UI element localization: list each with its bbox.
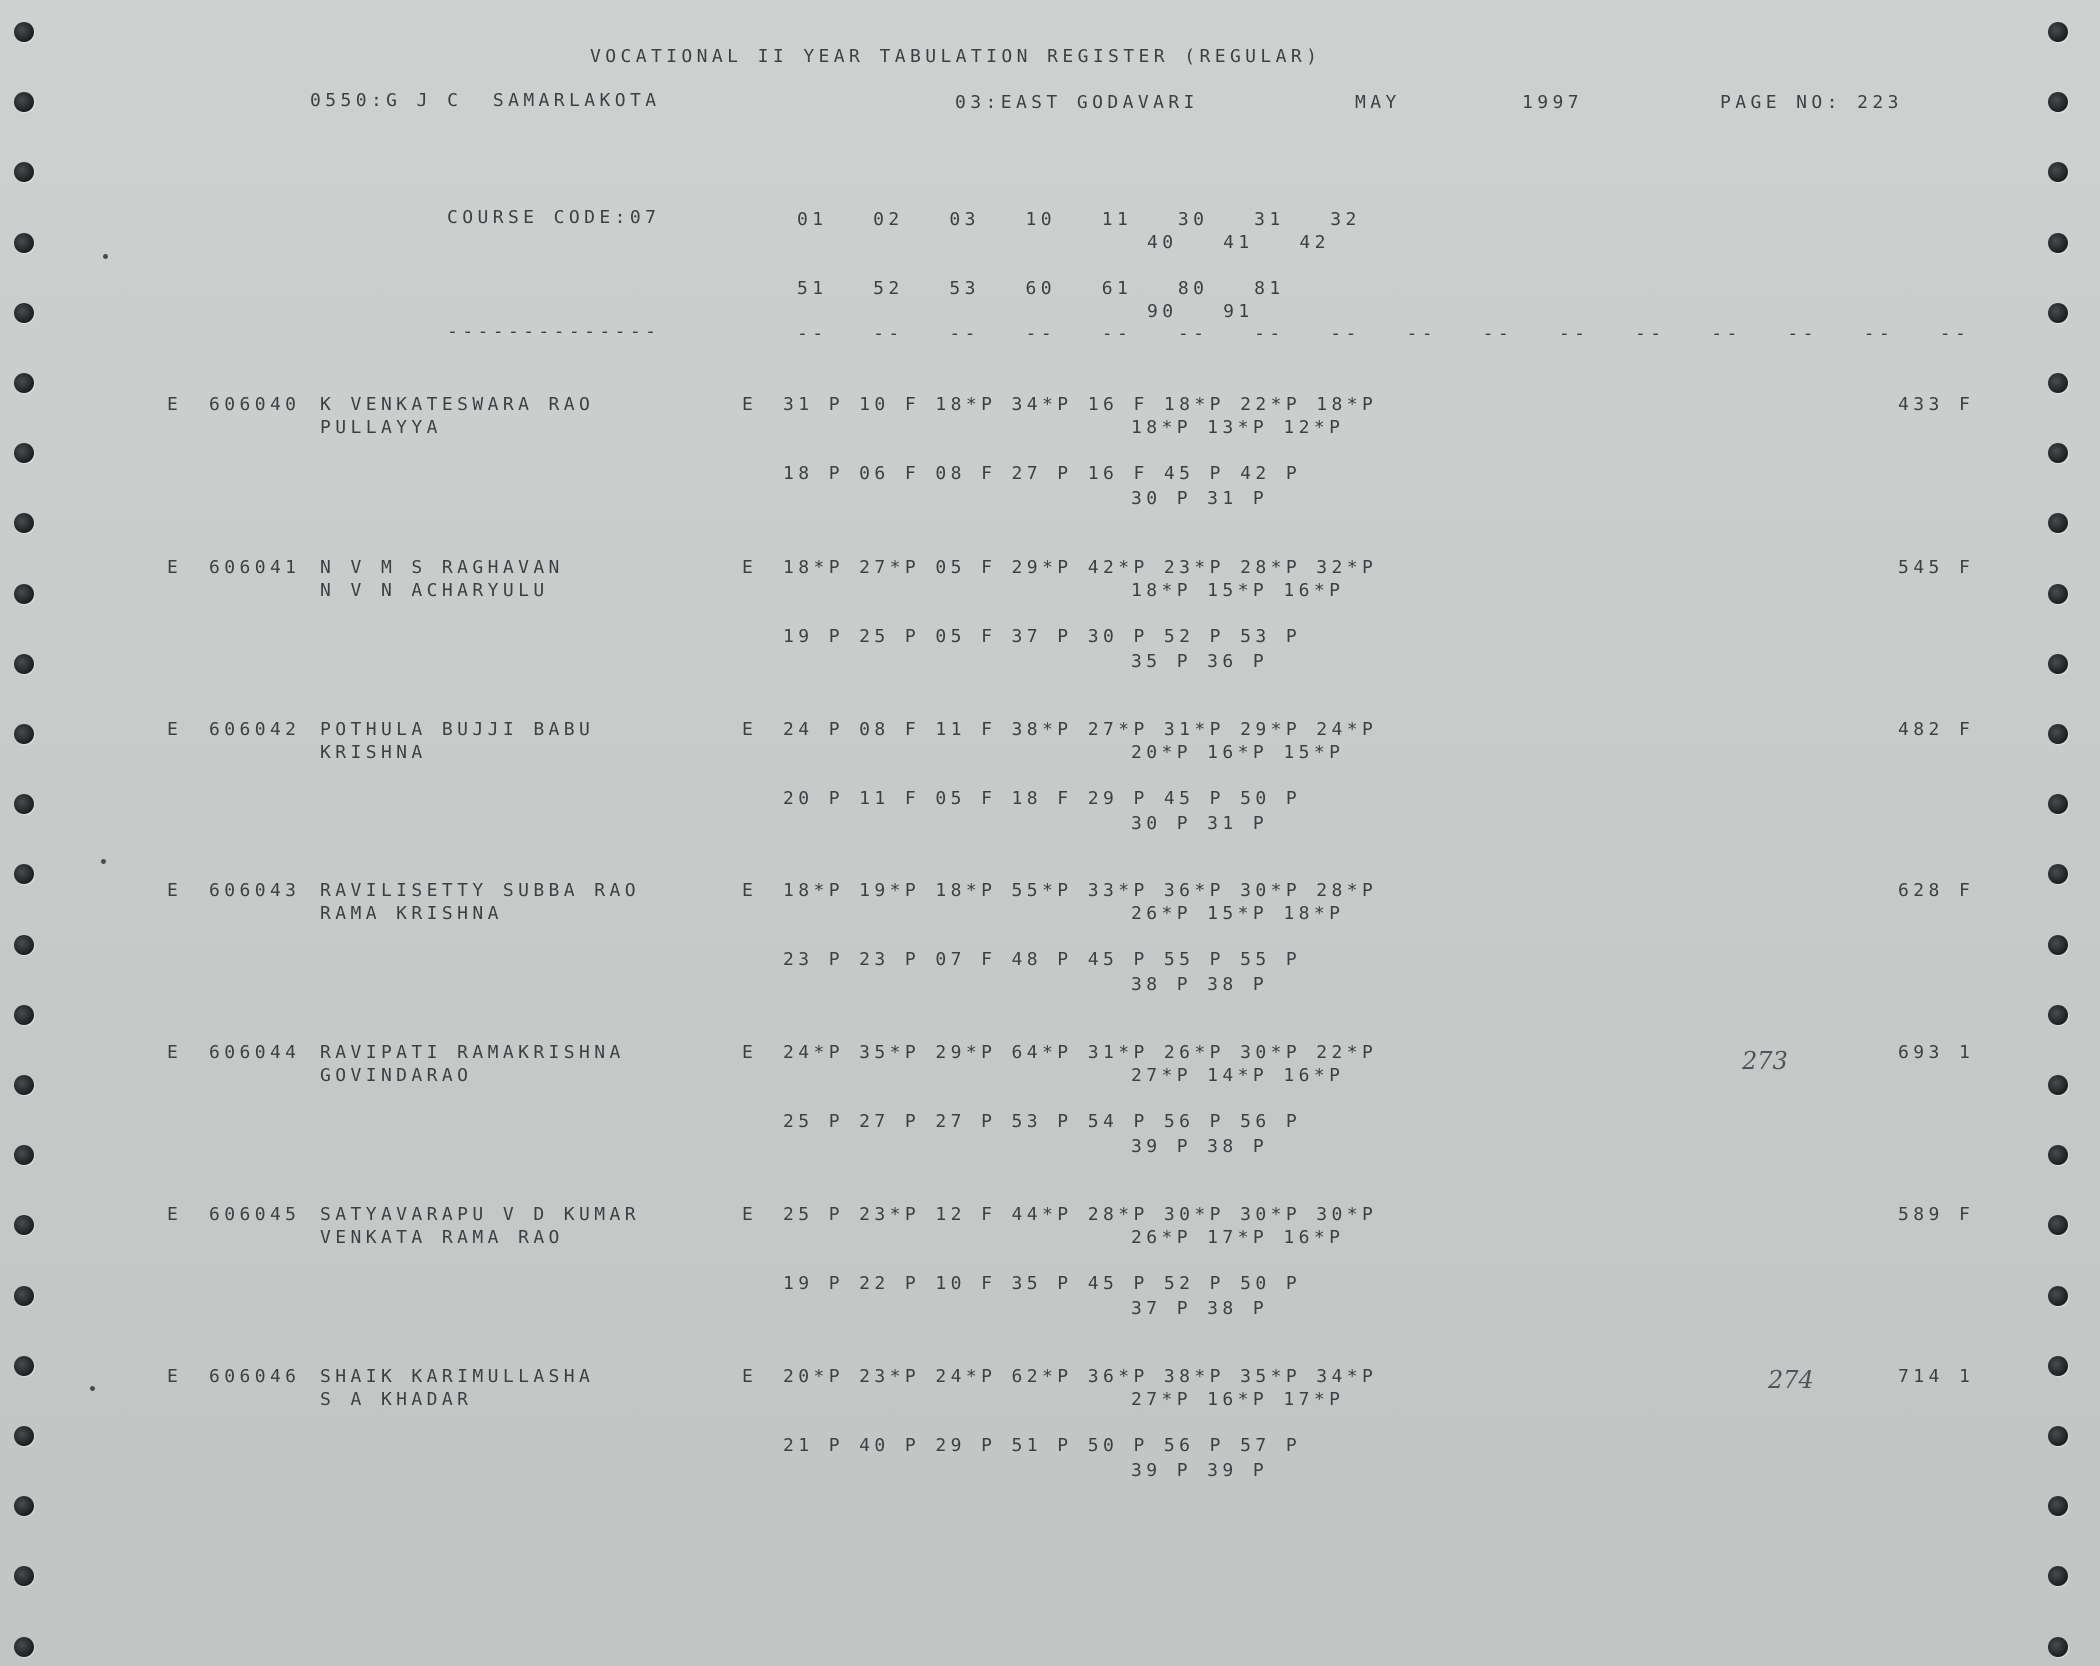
total-marks: 693 1 xyxy=(1898,1042,1975,1063)
part2-marks-line2: 30 P 31 P xyxy=(1131,488,1269,509)
hall-ticket-no: 606044 xyxy=(209,1042,301,1063)
part1-marks-line2: 26*P 15*P 18*P xyxy=(1131,903,1345,924)
total-marks: 628 F xyxy=(1898,880,1975,901)
feed-hole xyxy=(2048,443,2068,463)
feed-hole xyxy=(14,443,34,463)
father-name: RAMA KRISHNA xyxy=(320,903,503,924)
part1-marks-line2: 27*P 16*P 17*P xyxy=(1131,1389,1345,1410)
feed-hole xyxy=(2048,935,2068,955)
part2-marks-line1: 19 P 22 P 10 F 35 P 45 P 52 P 50 P xyxy=(783,1273,1302,1294)
feed-hole xyxy=(2048,92,2068,112)
tractor-feed-holes-left xyxy=(14,0,54,1666)
result-flag: E xyxy=(742,719,758,740)
feed-hole xyxy=(14,1426,34,1446)
exam-type-letter: E xyxy=(167,719,183,740)
part1-marks-line1: 24 P 08 F 11 F 38*P 27*P 31*P 29*P 24*P xyxy=(783,719,1378,740)
feed-hole xyxy=(2048,22,2068,42)
feed-hole xyxy=(2048,1356,2068,1376)
part1-marks-line2: 18*P 15*P 16*P xyxy=(1131,580,1345,601)
part2-marks-line1: 23 P 23 P 07 F 48 P 45 P 55 P 55 P xyxy=(783,949,1302,970)
father-name: N V N ACHARYULU xyxy=(320,580,549,601)
candidate-name: RAVIPATI RAMAKRISHNA xyxy=(320,1042,625,1063)
part2-marks-line1: 25 P 27 P 27 P 53 P 54 P 56 P 56 P xyxy=(783,1111,1302,1132)
exam-type-letter: E xyxy=(167,1204,183,1225)
part1-marks-line1: 31 P 10 F 18*P 34*P 16 F 18*P 22*P 18*P xyxy=(783,394,1378,415)
hall-ticket-no: 606040 xyxy=(209,394,301,415)
college-code: 0550:G J C SAMARLAKOTA xyxy=(310,90,661,111)
feed-hole xyxy=(2048,233,2068,253)
father-name: VENKATA RAMA RAO xyxy=(320,1227,564,1248)
exam-type-letter: E xyxy=(167,880,183,901)
page-number: PAGE NO: 223 xyxy=(1720,92,1903,113)
total-marks: 482 F xyxy=(1898,719,1975,740)
part2-marks-line2: 35 P 36 P xyxy=(1131,651,1269,672)
total-marks: 433 F xyxy=(1898,394,1975,415)
part2-marks-line2: 38 P 38 P xyxy=(1131,974,1269,995)
hall-ticket-no: 606043 xyxy=(209,880,301,901)
feed-hole xyxy=(2048,654,2068,674)
result-flag: E xyxy=(742,557,758,578)
feed-hole xyxy=(14,864,34,884)
candidate-name: N V M S RAGHAVAN xyxy=(320,557,564,578)
feed-hole xyxy=(2048,1075,2068,1095)
total-marks: 545 F xyxy=(1898,557,1975,578)
father-name: PULLAYYA xyxy=(320,417,442,438)
feed-hole xyxy=(2048,1496,2068,1516)
feed-hole xyxy=(2048,864,2068,884)
feed-hole xyxy=(14,654,34,674)
total-marks: 714 1 xyxy=(1898,1366,1975,1387)
hall-ticket-no: 606042 xyxy=(209,719,301,740)
separator-dashes-columns: -- -- -- -- -- -- -- -- -- -- -- -- -- -- -- -- xyxy=(797,323,1971,344)
feed-hole xyxy=(14,1075,34,1095)
candidate-name: RAVILISETTY SUBBA RAO xyxy=(320,880,640,901)
hall-ticket-no: 606041 xyxy=(209,557,301,578)
part2-marks-line1: 20 P 11 F 05 F 18 F 29 P 45 P 50 P xyxy=(783,788,1302,809)
feed-hole xyxy=(14,92,34,112)
feed-hole xyxy=(14,724,34,744)
feed-hole xyxy=(2048,1286,2068,1306)
feed-hole xyxy=(2048,794,2068,814)
subject-codes-row2-second: 90 91 xyxy=(1147,301,1254,322)
ink-speck xyxy=(101,859,106,864)
feed-hole xyxy=(14,22,34,42)
part2-marks-line2: 39 P 39 P xyxy=(1131,1460,1269,1481)
part1-marks-line1: 20*P 23*P 24*P 62*P 36*P 38*P 35*P 34*P xyxy=(783,1366,1378,1387)
father-name: KRISHNA xyxy=(320,742,427,763)
feed-hole xyxy=(2048,1005,2068,1025)
part1-marks-line1: 24*P 35*P 29*P 64*P 31*P 26*P 30*P 22*P xyxy=(783,1042,1378,1063)
part2-marks-line1: 18 P 06 F 08 F 27 P 16 F 45 P 42 P xyxy=(783,463,1302,484)
result-flag: E xyxy=(742,1204,758,1225)
subject-codes-row1-second: 40 41 42 xyxy=(1147,232,1330,253)
part2-marks-line2: 30 P 31 P xyxy=(1131,813,1269,834)
exam-type-letter: E xyxy=(167,1042,183,1063)
exam-type-letter: E xyxy=(167,557,183,578)
result-flag: E xyxy=(742,1366,758,1387)
candidate-name: SATYAVARAPU V D KUMAR xyxy=(320,1204,640,1225)
feed-hole xyxy=(14,1637,34,1657)
feed-hole xyxy=(14,162,34,182)
exam-type-letter: E xyxy=(167,394,183,415)
father-name: GOVINDARAO xyxy=(320,1065,473,1086)
part1-marks-line2: 18*P 13*P 12*P xyxy=(1131,417,1345,438)
feed-hole xyxy=(14,373,34,393)
part1-marks-line1: 18*P 27*P 05 F 29*P 42*P 23*P 28*P 32*P xyxy=(783,557,1378,578)
feed-hole xyxy=(14,303,34,323)
feed-hole xyxy=(14,1566,34,1586)
part1-marks-line1: 18*P 19*P 18*P 55*P 33*P 36*P 30*P 28*P xyxy=(783,880,1378,901)
candidate-name: SHAIK KARIMULLASHA xyxy=(320,1366,595,1387)
feed-hole xyxy=(2048,1426,2068,1446)
tractor-feed-holes-right xyxy=(2048,0,2088,1666)
feed-hole xyxy=(2048,303,2068,323)
handwritten-rank: 273 xyxy=(1742,1047,1788,1075)
feed-hole xyxy=(14,584,34,604)
feed-hole xyxy=(14,1356,34,1376)
exam-year: 1997 xyxy=(1522,92,1583,113)
feed-hole xyxy=(14,233,34,253)
feed-hole xyxy=(2048,1566,2068,1586)
hall-ticket-no: 606045 xyxy=(209,1204,301,1225)
subject-codes-row1: 01 02 03 10 11 30 31 32 xyxy=(797,209,1361,230)
feed-hole xyxy=(14,1496,34,1516)
handwritten-rank: 274 xyxy=(1768,1366,1814,1394)
total-marks: 589 F xyxy=(1898,1204,1975,1225)
part2-marks-line2: 39 P 38 P xyxy=(1131,1136,1269,1157)
register-title: VOCATIONAL II YEAR TABULATION REGISTER (REGULAR) xyxy=(590,46,1322,67)
feed-hole xyxy=(2048,584,2068,604)
feed-hole xyxy=(14,1286,34,1306)
feed-hole xyxy=(2048,1215,2068,1235)
result-flag: E xyxy=(742,394,758,415)
hall-ticket-no: 606046 xyxy=(209,1366,301,1387)
result-flag: E xyxy=(742,1042,758,1063)
exam-month: MAY xyxy=(1355,92,1401,113)
part1-marks-line2: 27*P 14*P 16*P xyxy=(1131,1065,1345,1086)
exam-type-letter: E xyxy=(167,1366,183,1387)
part1-marks-line2: 26*P 17*P 16*P xyxy=(1131,1227,1345,1248)
feed-hole xyxy=(2048,162,2068,182)
feed-hole xyxy=(14,513,34,533)
part2-marks-line1: 21 P 40 P 29 P 51 P 50 P 56 P 57 P xyxy=(783,1435,1302,1456)
part2-marks-line2: 37 P 38 P xyxy=(1131,1298,1269,1319)
course-code-label: COURSE CODE:07 xyxy=(447,207,661,228)
feed-hole xyxy=(14,935,34,955)
feed-hole xyxy=(2048,513,2068,533)
part1-marks-line1: 25 P 23*P 12 F 44*P 28*P 30*P 30*P 30*P xyxy=(783,1204,1378,1225)
feed-hole xyxy=(2048,1637,2068,1657)
father-name: S A KHADAR xyxy=(320,1389,473,1410)
candidate-name: K VENKATESWARA RAO xyxy=(320,394,595,415)
result-flag: E xyxy=(742,880,758,901)
part2-marks-line1: 19 P 25 P 05 F 37 P 30 P 52 P 53 P xyxy=(783,626,1302,647)
feed-hole xyxy=(14,1215,34,1235)
subject-codes-row2: 51 52 53 60 61 80 81 xyxy=(797,278,1285,299)
district: 03:EAST GODAVARI xyxy=(955,92,1199,113)
feed-hole xyxy=(14,1145,34,1165)
feed-hole xyxy=(2048,1145,2068,1165)
ink-speck xyxy=(103,254,108,259)
separator-dashes-label: -------------- xyxy=(447,321,661,342)
candidate-name: POTHULA BUJJI BABU xyxy=(320,719,595,740)
feed-hole xyxy=(2048,373,2068,393)
feed-hole xyxy=(2048,724,2068,744)
feed-hole xyxy=(14,1005,34,1025)
ink-speck xyxy=(90,1386,95,1391)
feed-hole xyxy=(14,794,34,814)
part1-marks-line2: 20*P 16*P 15*P xyxy=(1131,742,1345,763)
